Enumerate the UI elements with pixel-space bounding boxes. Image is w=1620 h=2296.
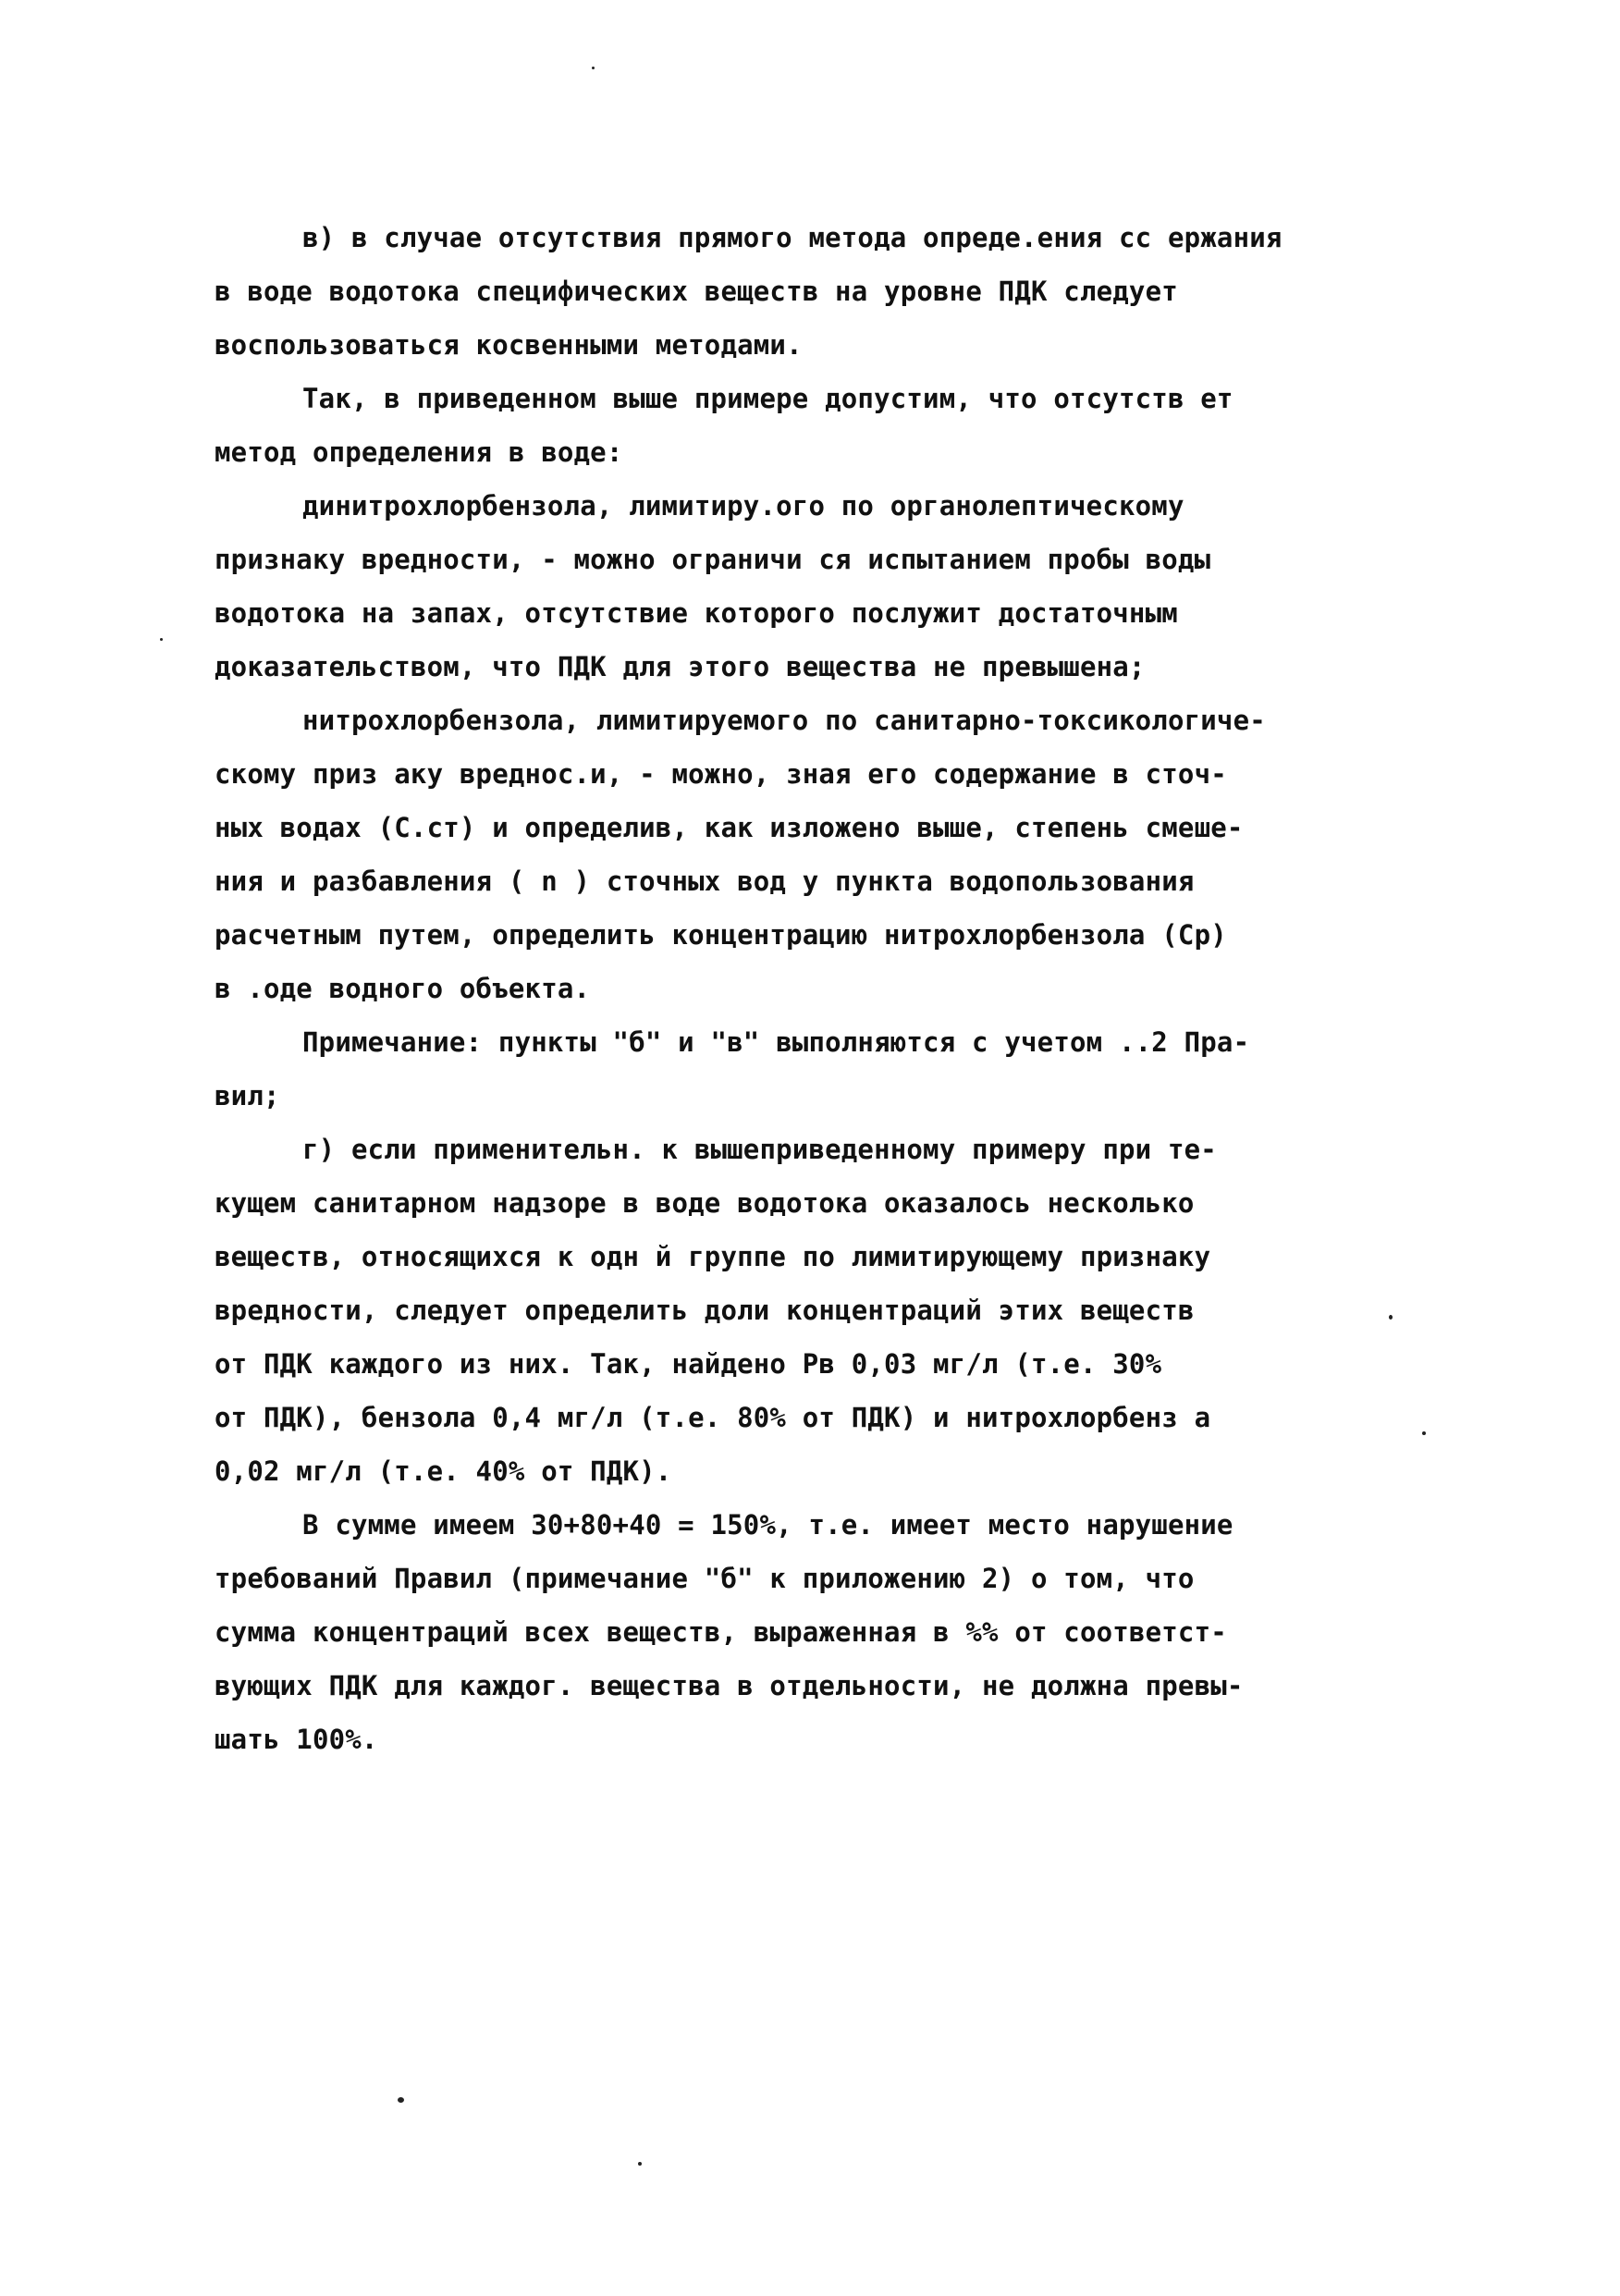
text-line: расчетным путем, определить концентрацию нитрохлорбензола (Ср) bbox=[215, 919, 1227, 951]
text-line: в воде водотока специфических веществ на уровне ПДК следует bbox=[215, 276, 1178, 307]
text-line: признаку вредности, - можно ограничи ся испытанием пробы воды bbox=[215, 544, 1211, 575]
text-line: требований Правил (примечание "б" к приложению 2) о том, что bbox=[215, 1563, 1195, 1594]
text-line: веществ, относящихся к одн й группе по лимитирующему признаку bbox=[215, 1241, 1211, 1272]
text-line: шать 100%. bbox=[215, 1724, 378, 1755]
text-line: водотока на запах, отсутствие которого послужит достаточным bbox=[215, 597, 1178, 629]
scan-speck bbox=[592, 67, 595, 69]
paragraph-example-intro bbox=[215, 372, 1407, 479]
text-line: воспользоваться косвенными методами. bbox=[215, 329, 803, 361]
text-line: вил; bbox=[215, 1080, 280, 1111]
scan-speck bbox=[398, 2097, 404, 2103]
scan-speck bbox=[1389, 1315, 1393, 1320]
scan-speck bbox=[638, 2162, 642, 2166]
text-line: в .оде водного объекта. bbox=[215, 973, 591, 1004]
text-line: кущем санитарном надзоре в воде водотока оказалось несколько bbox=[215, 1187, 1195, 1219]
text-line: 0,02 мг/л (т.е. 40% от ПДК). bbox=[215, 1455, 672, 1487]
text-line: ния и разбавления ( n ) сточных вод у пункта водопользования bbox=[215, 866, 1195, 897]
paragraph-nitrochlorobenzene bbox=[215, 694, 1407, 1015]
paragraph-same-group bbox=[215, 1123, 1407, 1498]
scan-speck bbox=[1422, 1431, 1426, 1435]
paragraph-dinitrochlorobenzene bbox=[215, 479, 1407, 694]
paragraph-sum-violation bbox=[215, 1498, 1407, 1766]
text-line: г) если применительн. к вышеприведенному примеру при те- bbox=[302, 1134, 1217, 1165]
text-line: нитрохлорбензола, лимитируемого по санитарно-токсикологиче- bbox=[302, 705, 1266, 736]
text-line: В сумме имеем 30+80+40 = 150%, т.е. имеет место нарушение bbox=[302, 1509, 1233, 1541]
text-line: Так, в приведенном выше примере допустим, что отсутств ет bbox=[302, 383, 1233, 414]
text-line: динитрохлорбензола, лимитиру.ого по органолептическому bbox=[302, 490, 1184, 522]
text-line: ных водах (С.ст) и определив, как изложено выше, степень смеше- bbox=[215, 812, 1244, 843]
text-line: доказательством, что ПДК для этого вещества не превышена; bbox=[215, 651, 1146, 682]
paragraph-indirect-methods bbox=[215, 211, 1407, 372]
text-line: скому приз аку вреднос.и, - можно, зная его содержание в сточ- bbox=[215, 758, 1227, 790]
text-line: Примечание: пункты "б" и "в" выполняются с учетом ..2 Пра- bbox=[302, 1026, 1250, 1058]
text-line: метод определения в воде: bbox=[215, 436, 623, 468]
document-body bbox=[215, 211, 1407, 1766]
text-line: от ПДК), бензола 0,4 мг/л (т.е. 80% от ПДК) и нитрохлорбенз а bbox=[215, 1402, 1211, 1433]
text-line: вредности, следует определить доли концентраций этих веществ bbox=[215, 1295, 1195, 1326]
text-line: в) в случае отсутствия прямого метода опреде.ения сс ержания bbox=[302, 222, 1282, 253]
paragraph-note bbox=[215, 1015, 1407, 1123]
scan-speck bbox=[160, 638, 163, 641]
text-line: вующих ПДК для каждог. вещества в отдельности, не должна превы- bbox=[215, 1670, 1244, 1701]
text-line: от ПДК каждого из них. Так, найдено Рв 0,03 мг/л (т.е. 30% bbox=[215, 1348, 1162, 1380]
text-line: сумма концентраций всех веществ, выраженная в %% от соответст- bbox=[215, 1616, 1227, 1648]
